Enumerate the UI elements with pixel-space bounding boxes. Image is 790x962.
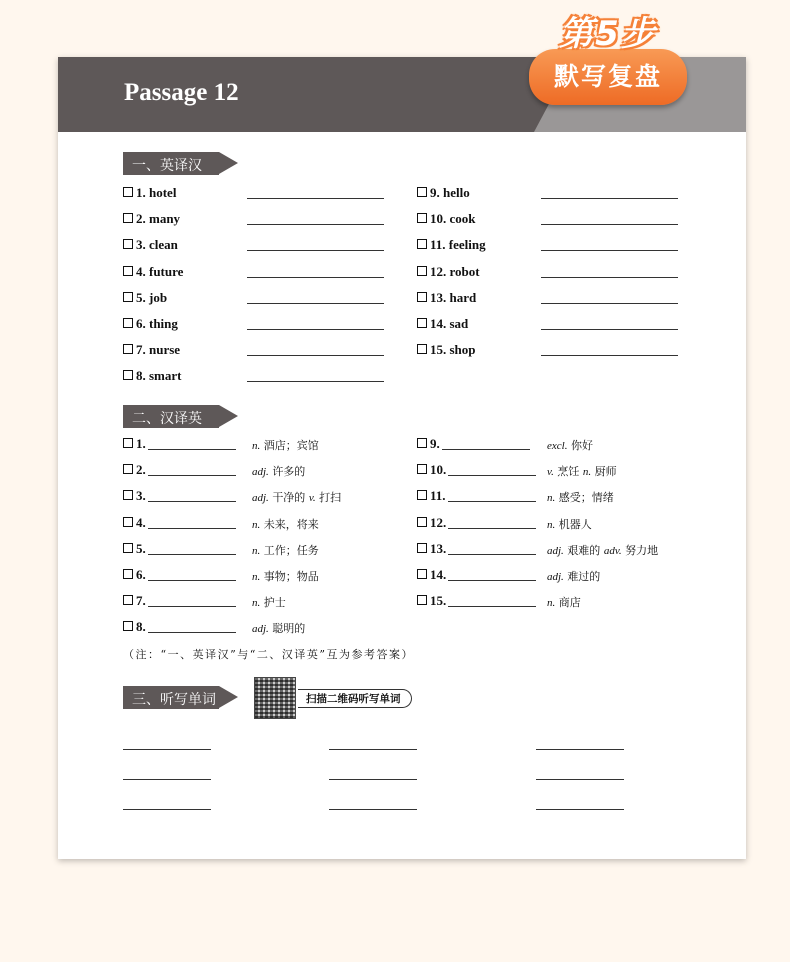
part-of-speech: adj. (252, 623, 269, 636)
chinese-meaning (547, 594, 581, 610)
meaning-text: 机器人 (558, 517, 592, 531)
answer-line[interactable] (448, 606, 536, 607)
page-title: Passage 12 (124, 79, 239, 106)
chinese-meaning (252, 568, 319, 584)
checkbox[interactable] (417, 239, 427, 249)
vocab-word: 6. thing (136, 316, 178, 331)
chinese-meaning (547, 463, 617, 479)
checkbox[interactable] (417, 543, 427, 553)
checkbox[interactable] (123, 517, 133, 527)
vocab-item (123, 211, 180, 227)
checkbox[interactable] (123, 595, 133, 605)
vocab-item (417, 342, 476, 358)
chinese-meaning (547, 516, 592, 532)
section-heading-arrow (219, 686, 238, 708)
part-of-speech: n. (547, 597, 556, 610)
step-badge: 默写复盘 (529, 49, 687, 105)
vocab-item (123, 185, 176, 201)
vocab-item (123, 237, 178, 253)
translate-item (417, 567, 446, 583)
meaning-text: 护士 (263, 596, 286, 610)
item-number: 13. (430, 540, 447, 556)
meaning-text: 聪明的 (272, 622, 306, 636)
part-of-speech: v. (547, 466, 554, 479)
vocab-word: 13. hard (430, 289, 477, 305)
chinese-meaning (252, 437, 319, 453)
chinese-meaning (252, 516, 319, 532)
part-of-speech: adj. (252, 492, 269, 505)
translate-item (123, 462, 146, 478)
meaning-text: 厨师 (594, 465, 617, 479)
dictation-line[interactable] (329, 779, 417, 780)
vocab-word: 12. robot (430, 263, 480, 279)
translate-item (123, 515, 146, 531)
section-3-label: 三、听写单词 (132, 692, 216, 708)
dictation-line[interactable] (123, 779, 211, 780)
checkbox[interactable] (417, 318, 427, 328)
checkbox[interactable] (123, 318, 133, 328)
translate-item (123, 619, 146, 635)
vocab-word: 4. future (136, 263, 184, 279)
meaning-text: 艰难的 (567, 543, 601, 557)
translate-item (123, 541, 146, 557)
answer-line[interactable] (247, 250, 384, 251)
vocab-item (417, 316, 468, 332)
part-of-speech: n. (252, 518, 261, 531)
answer-line[interactable] (247, 381, 384, 382)
meaning-text: 工作；任务 (263, 543, 319, 557)
vocab-word: 2. many (136, 211, 181, 227)
answer-line[interactable] (247, 277, 384, 278)
answer-line[interactable] (541, 329, 678, 330)
answer-line[interactable] (247, 224, 384, 225)
meaning-text: 感受；情绪 (558, 491, 614, 505)
chinese-meaning (547, 542, 658, 558)
part-of-speech: n. (252, 597, 261, 610)
chinese-meaning (252, 594, 286, 610)
answer-line[interactable] (448, 475, 536, 476)
translate-item (417, 488, 446, 504)
answer-line[interactable] (448, 501, 536, 502)
checkbox[interactable] (417, 464, 427, 474)
vocab-word: 14. sad (430, 316, 469, 331)
meaning-text: 商店 (558, 596, 581, 610)
answer-line[interactable] (148, 580, 236, 581)
chinese-meaning (547, 568, 600, 584)
checkbox[interactable] (123, 543, 133, 553)
checkbox[interactable] (123, 266, 133, 276)
dictation-line[interactable] (536, 749, 624, 750)
chinese-meaning (252, 620, 305, 636)
meaning-text: 事物；物品 (263, 570, 319, 583)
answer-line[interactable] (541, 224, 678, 225)
dictation-line[interactable] (536, 779, 624, 780)
vocab-word: 3. clean (136, 237, 178, 253)
section-1-label: 一、英译汉 (132, 158, 202, 174)
part-of-speech: v. (308, 492, 316, 505)
answer-line[interactable] (247, 303, 384, 304)
translate-item (123, 436, 146, 452)
translate-item (417, 436, 440, 452)
checkbox[interactable] (123, 239, 133, 249)
part-of-speech: n. (252, 571, 261, 583)
part-of-speech: n. (547, 518, 556, 531)
vocab-item (123, 316, 178, 332)
vocab-word: 10. cook (430, 211, 476, 227)
item-number: 12. (430, 514, 447, 530)
checkbox[interactable] (123, 344, 133, 354)
answer-line[interactable] (247, 198, 384, 199)
vocab-item (417, 264, 480, 280)
part-of-speech: excl. (547, 440, 568, 452)
answer-line[interactable] (148, 501, 236, 502)
item-number: 2. (136, 462, 146, 478)
meaning-text: 打扫 (319, 491, 342, 505)
answer-line[interactable] (148, 554, 236, 555)
meaning-text: 烹饪 (557, 465, 580, 479)
answer-line[interactable] (541, 250, 678, 251)
checkbox[interactable] (123, 438, 133, 448)
item-number: 7. (136, 593, 146, 609)
answer-note: （注：“一、英译汉”与“二、汉译英”互为参考答案） (123, 648, 414, 661)
item-number: 11. (430, 488, 446, 504)
checkbox[interactable] (417, 292, 427, 302)
answer-line[interactable] (541, 355, 678, 356)
item-number: 15. (430, 593, 447, 609)
answer-line[interactable] (148, 528, 236, 529)
chinese-meaning (252, 489, 341, 505)
part-of-speech: adj. (547, 571, 564, 583)
part-of-speech: adj. (252, 466, 269, 479)
vocab-word: 9. hello (430, 185, 470, 200)
chinese-meaning (252, 542, 319, 558)
answer-line[interactable] (448, 554, 536, 555)
translate-item (123, 567, 146, 583)
meaning-text: 难过的 (567, 570, 601, 583)
part-of-speech: n. (252, 440, 261, 452)
item-number: 10. (430, 462, 447, 478)
translate-item (417, 462, 446, 478)
vocab-word: 8. smart (136, 368, 182, 384)
dictation-line[interactable] (123, 749, 211, 750)
chinese-meaning (252, 463, 305, 479)
dictation-line[interactable] (329, 749, 417, 750)
checkbox[interactable] (417, 490, 427, 500)
vocab-item (123, 290, 167, 306)
translate-item (123, 593, 146, 609)
vocab-item (123, 342, 180, 358)
qr-scan-label: 扫描二维码听写单词 (298, 689, 412, 708)
answer-line[interactable] (148, 632, 236, 633)
vocab-item (417, 211, 476, 227)
checkbox[interactable] (123, 464, 133, 474)
vocab-item (417, 237, 486, 253)
vocab-item (417, 185, 470, 201)
answer-line[interactable] (448, 528, 536, 529)
item-number: 5. (136, 540, 146, 556)
checkbox[interactable] (417, 517, 427, 527)
answer-line[interactable] (448, 580, 536, 581)
vocab-word: 11. feeling (430, 237, 486, 253)
part-of-speech: n. (582, 466, 592, 479)
vocab-word: 5. job (136, 289, 168, 305)
part-of-speech: adj. (547, 544, 564, 557)
answer-line[interactable] (541, 303, 678, 304)
checkbox[interactable] (123, 187, 133, 197)
answer-line[interactable] (442, 449, 530, 450)
answer-line[interactable] (247, 355, 384, 356)
dictation-line[interactable] (123, 809, 211, 810)
vocab-word: 7. nurse (136, 342, 181, 358)
meaning-text: 许多的 (272, 465, 306, 479)
part-of-speech: n. (547, 492, 556, 505)
meaning-text: 干净的 (272, 491, 306, 505)
section-heading-arrow (219, 152, 238, 174)
vocab-item (417, 290, 476, 306)
answer-line[interactable] (247, 329, 384, 330)
checkbox[interactable] (123, 569, 133, 579)
part-of-speech: n. (252, 544, 261, 557)
checkbox[interactable] (123, 292, 133, 302)
checkbox[interactable] (123, 621, 133, 631)
checkbox[interactable] (417, 213, 427, 223)
checkbox[interactable] (417, 187, 427, 197)
item-number: 4. (136, 514, 146, 530)
translate-item (417, 515, 446, 531)
answer-line[interactable] (148, 606, 236, 607)
item-number: 6. (136, 567, 146, 582)
checkbox[interactable] (417, 344, 427, 354)
translate-item (123, 488, 146, 504)
checkbox[interactable] (123, 213, 133, 223)
section-2-label: 二、汉译英 (132, 411, 202, 427)
answer-line[interactable] (148, 475, 236, 476)
answer-line[interactable] (148, 449, 236, 450)
meaning-text: 酒店；宾馆 (263, 439, 319, 452)
checkbox[interactable] (417, 266, 427, 276)
meaning-text: 努力地 (625, 543, 659, 557)
item-number: 14. (430, 567, 447, 582)
chinese-meaning (547, 437, 593, 453)
worksheet-card (58, 57, 746, 859)
vocab-word: 15. shop (430, 342, 476, 358)
meaning-text: 你好 (570, 439, 593, 452)
translate-item (417, 593, 446, 609)
step-number: 第5步 (559, 14, 657, 54)
checkbox[interactable] (417, 569, 427, 579)
checkbox[interactable] (123, 370, 133, 380)
chinese-meaning (547, 489, 614, 505)
item-number: 8. (136, 619, 146, 635)
item-number: 1. (136, 436, 146, 451)
checkbox[interactable] (417, 438, 427, 448)
answer-line[interactable] (541, 198, 678, 199)
vocab-word: 1. hotel (136, 185, 177, 200)
meaning-text: 未来，将来 (263, 517, 319, 531)
item-number: 9. (430, 436, 440, 451)
vocab-item (123, 368, 182, 384)
translate-item (417, 541, 446, 557)
checkbox[interactable] (417, 595, 427, 605)
part-of-speech: adv. (603, 544, 622, 557)
answer-line[interactable] (541, 277, 678, 278)
qr-code-icon[interactable] (254, 677, 296, 719)
dictation-line[interactable] (536, 809, 624, 810)
checkbox[interactable] (123, 490, 133, 500)
section-heading-arrow (219, 405, 238, 427)
dictation-line[interactable] (329, 809, 417, 810)
item-number: 3. (136, 488, 146, 504)
vocab-item (123, 264, 183, 280)
